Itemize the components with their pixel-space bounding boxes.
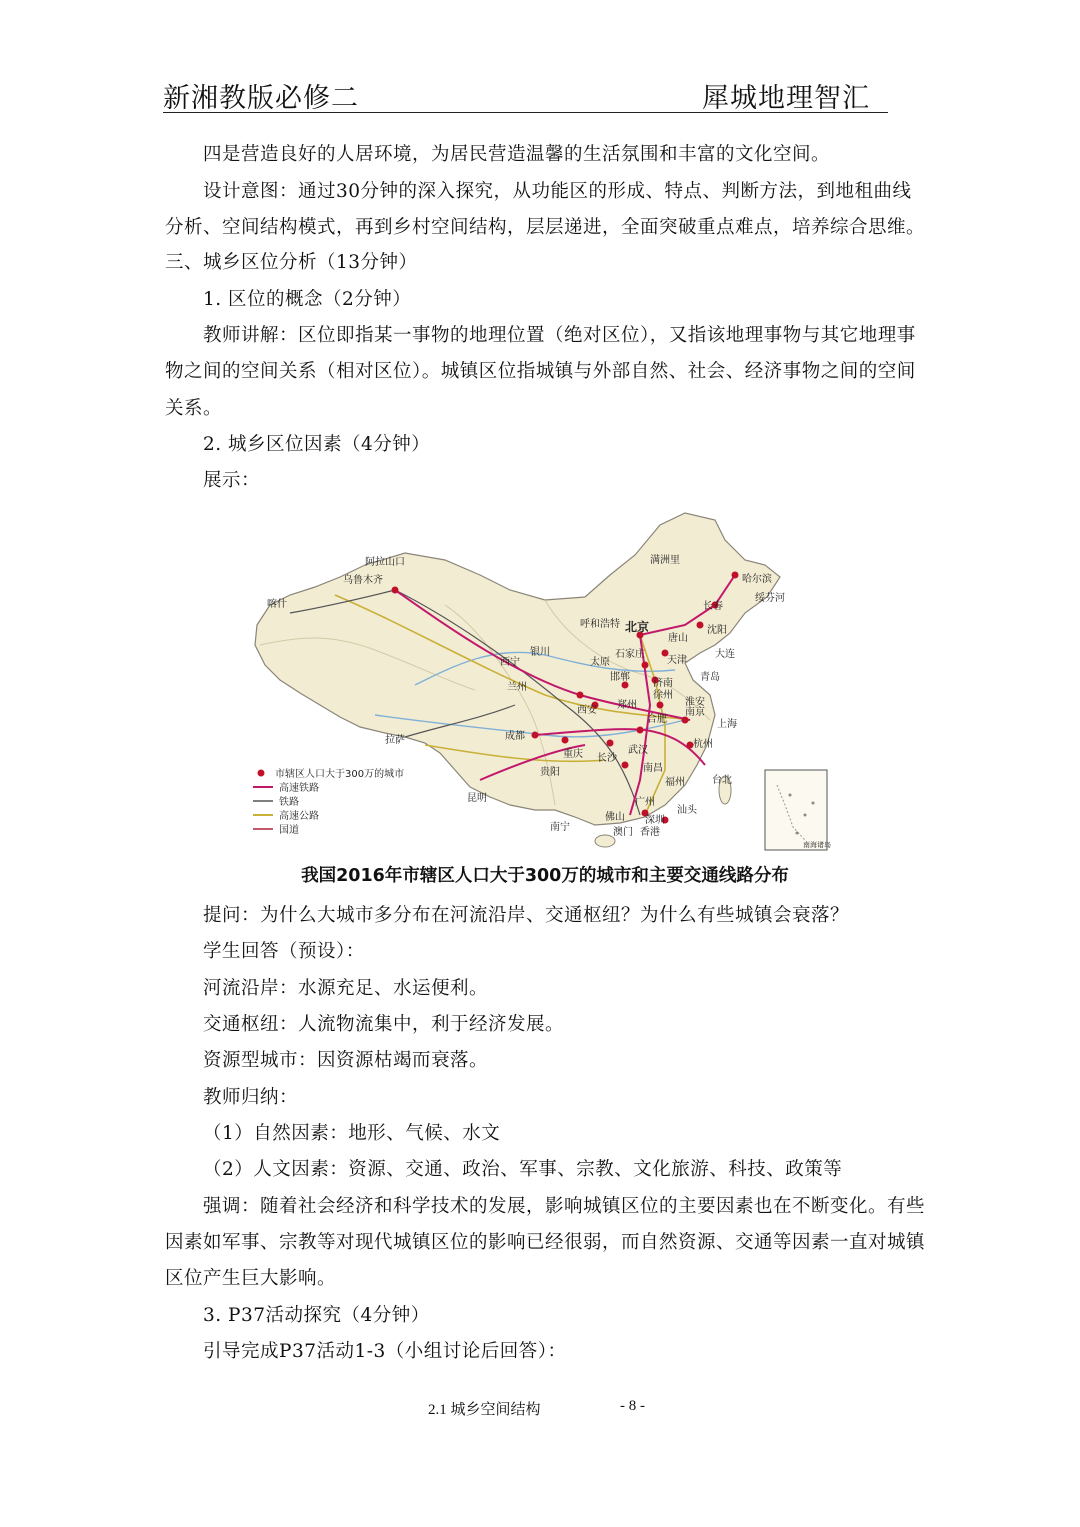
city-label: 南京 [685, 707, 705, 718]
paragraph-line: 四是营造良好的人居环境，为居民营造温馨的生活氛围和丰富的文化空间。 [203, 144, 831, 165]
subsection-heading: 2. 城乡区位因素（4分钟） [203, 434, 431, 455]
city-label: 重庆 [563, 749, 583, 760]
paragraph-line: 关系。 [165, 398, 223, 419]
city-label: 乌鲁木齐 [343, 575, 383, 586]
paragraph-line: 教师归纳： [203, 1087, 299, 1108]
city-label: 昆明 [467, 793, 487, 804]
inset-label: 南海诸岛 [803, 841, 831, 849]
city-label: 合肥 [647, 714, 667, 725]
city-label: 西宁 [500, 657, 520, 668]
city-label: 南宁 [550, 822, 570, 833]
paragraph-line: 展示： [203, 470, 261, 491]
subsection-heading: 3. P37活动探究（4分钟） [203, 1305, 430, 1326]
city-label: 西安 [577, 705, 597, 716]
city-label: 呼和浩特 [580, 619, 620, 630]
city-label: 天津 [667, 655, 687, 666]
paragraph-line: 设计意图：通过30分钟的深入探究，从功能区的形成、特点、判断方法，到地租曲线 [203, 181, 912, 202]
city-label: 深圳 [645, 815, 665, 826]
paragraph-line: 引导完成P37活动1-3（小组讨论后回答）： [203, 1341, 567, 1362]
city-label: 杭州 [693, 739, 713, 750]
city-label: 成都 [505, 731, 525, 742]
paragraph-line: 因素如军事、宗教等对现代城镇区位的影响已经很弱，而自然资源、交通等因素一直对城镇 [165, 1232, 926, 1253]
paragraph-line: 交通枢纽：人流物流集中，利于经济发展。 [203, 1014, 565, 1035]
legend-city-dot [258, 770, 265, 777]
city-label: 北京 [625, 620, 650, 634]
legend-item: 高速铁路 [279, 783, 319, 794]
city-label: 淮安 [685, 697, 705, 708]
paragraph-line: 区位产生巨大影响。 [165, 1268, 337, 1289]
city-label: 香港 [640, 827, 660, 838]
city-label: 沈阳 [707, 625, 727, 636]
paragraph-line: 提问：为什么大城市多分布在河流沿岸、交通枢纽？为什么有些城镇会衰落？ [203, 905, 850, 926]
city-label: 喀什 [267, 599, 287, 610]
hainan-island [595, 835, 615, 847]
city-label: 绥芬河 [755, 593, 785, 604]
south-china-sea-inset [765, 770, 831, 850]
city-label: 汕头 [677, 805, 697, 816]
legend-item: 铁路 [279, 797, 299, 808]
subsection-heading: 1. 区位的概念（2分钟） [203, 289, 412, 310]
paragraph-line: 河流沿岸：水源充足、水运便利。 [203, 978, 489, 999]
city-label: 满洲里 [650, 555, 680, 566]
city-label: 银川 [530, 647, 550, 658]
legend-item: 市辖区人口大于300万的城市 [275, 769, 405, 780]
city-label: 邯郸 [610, 672, 630, 683]
footer-page-number: - 8 - [620, 1398, 645, 1414]
paragraph-line: （2）人文因素：资源、交通、政治、军事、宗教、文化旅游、科技、政策等 [203, 1159, 843, 1180]
map-legend [253, 767, 404, 836]
city-label: 长沙 [597, 753, 617, 764]
paragraph-line: 物之间的空间关系（相对区位）。城镇区位指城镇与外部自然、社会、经济事物之间的空间 [165, 361, 916, 382]
city-label: 长春 [703, 601, 723, 612]
city-label: 澳门 [613, 827, 633, 838]
city-label: 济南 [653, 678, 673, 689]
city-label: 大连 [715, 649, 735, 660]
city-label: 太原 [590, 657, 610, 668]
map-caption: 我国2016年市辖区人口大于300万的城市和主要交通线路分布 [301, 866, 789, 886]
paragraph-line: 资源型城市：因资源枯竭而衰落。 [203, 1050, 489, 1071]
city-label: 哈尔滨 [742, 574, 772, 585]
page-header [163, 72, 888, 113]
city-label: 郑州 [617, 700, 637, 711]
legend-item: 国道 [279, 825, 299, 836]
header-right: 犀城地理智汇 [702, 83, 870, 114]
city-label: 上海 [717, 719, 737, 730]
city-label: 阿拉山口 [365, 557, 405, 568]
header-left: 新湘教版必修二 [163, 83, 359, 114]
section-heading: 三、城乡区位分析（13分钟） [165, 252, 418, 273]
city-label: 南昌 [643, 763, 663, 774]
city-label: 贵阳 [540, 767, 560, 778]
paragraph-line: 教师讲解：区位即指某一事物的地理位置（绝对区位），又指该地理事物与其它地理事 [203, 325, 916, 346]
footer-section: 2.1 城乡空间结构 [428, 1402, 541, 1418]
city-label: 福州 [665, 777, 685, 788]
city-label: 佛山 [605, 812, 625, 823]
legend-item: 高速公路 [279, 811, 319, 822]
paragraph-line: （1）自然因素：地形、气候、水文 [203, 1123, 501, 1144]
city-label: 石家庄 [615, 649, 645, 660]
paragraph-line: 分析、空间结构模式，再到乡村空间结构，层层递进，全面突破重点难点，培养综合思维。 [165, 217, 926, 238]
city-label: 兰州 [507, 682, 527, 693]
city-label: 广州 [635, 797, 655, 808]
city-label: 武汉 [628, 745, 648, 756]
city-label: 青岛 [700, 672, 720, 683]
city-label: 拉萨 [385, 735, 405, 746]
paragraph-line: 强调：随着社会经济和科学技术的发展，影响城镇区位的主要因素也在不断变化。有些 [203, 1196, 926, 1217]
city-label: 唐山 [668, 633, 688, 644]
china-transport-map [245, 505, 845, 855]
city-label: 台北 [712, 775, 732, 786]
city-label: 徐州 [653, 690, 673, 701]
paragraph-line: 学生回答（预设）： [203, 941, 365, 962]
